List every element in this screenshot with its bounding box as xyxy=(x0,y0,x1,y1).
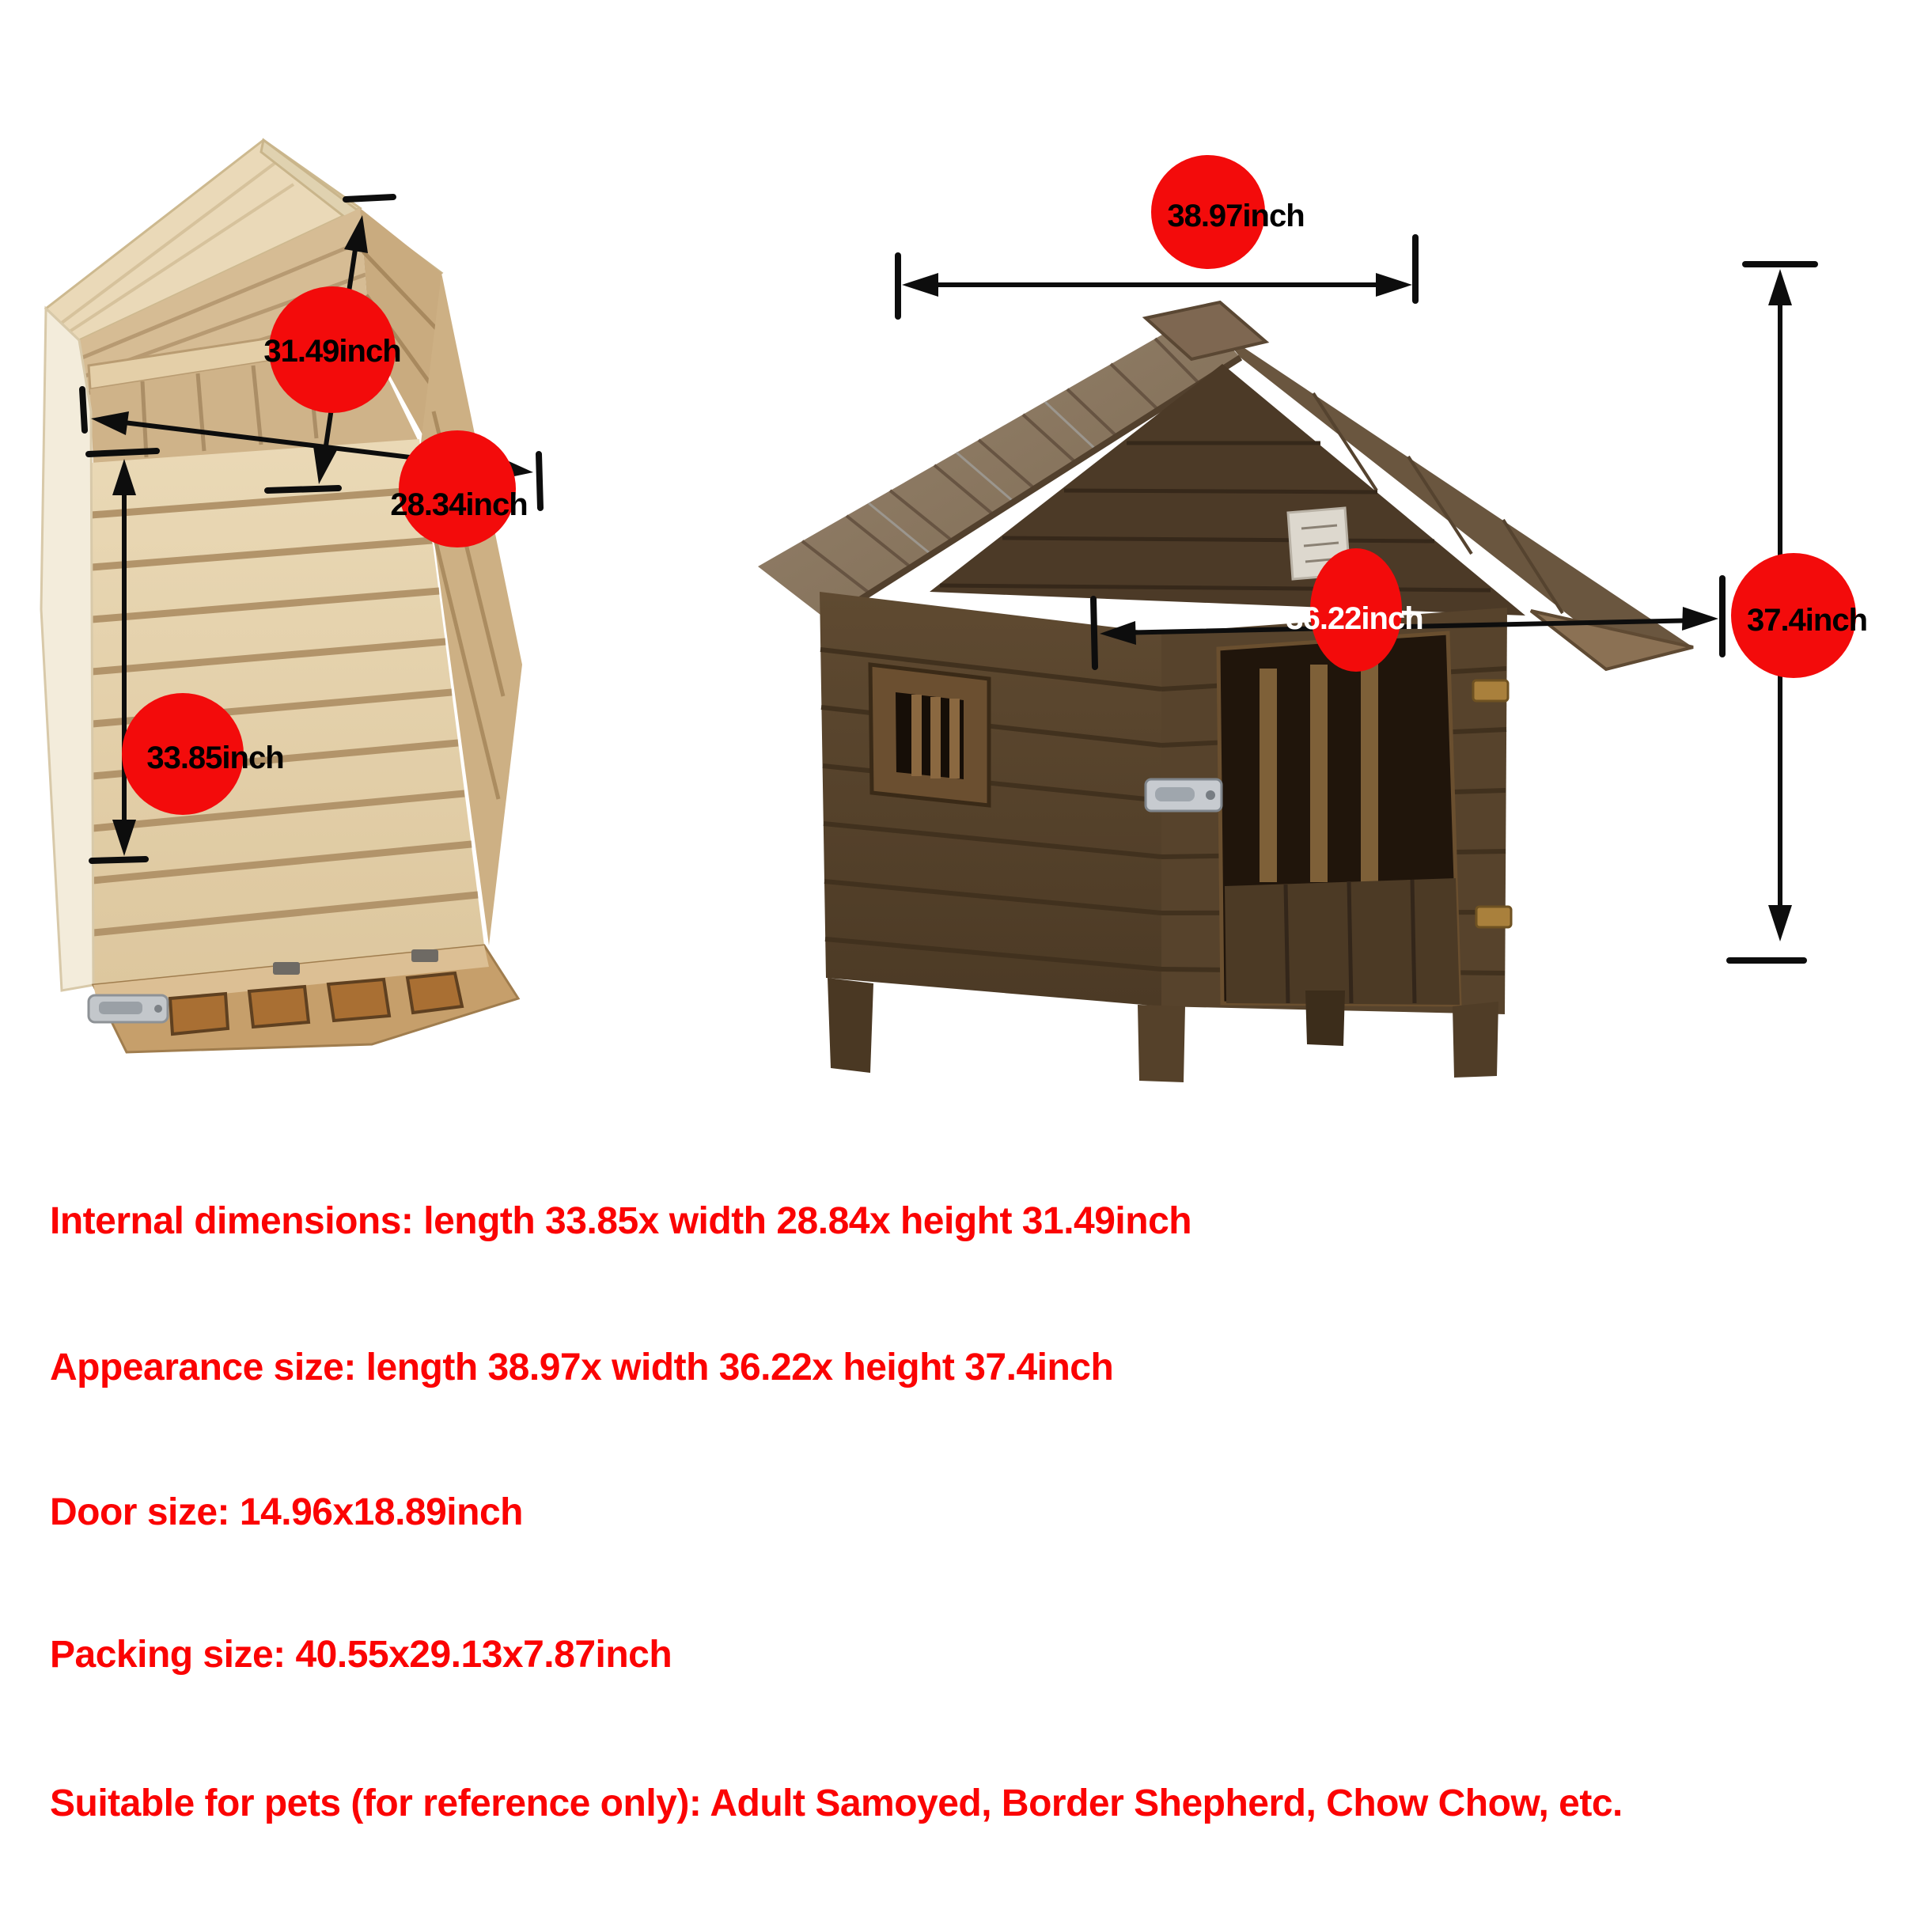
right-door xyxy=(1218,633,1460,1005)
tick xyxy=(1093,599,1095,667)
spec-line-suitable-pets: Suitable for pets (for reference only): Adult Samoyed, Border Shepherd, Chow Chow, etc. xyxy=(50,1782,1623,1824)
dimension-label-appearance-width: 36.22inch xyxy=(1286,601,1423,636)
arrowhead-down xyxy=(1768,905,1792,941)
right-side-window xyxy=(870,665,989,805)
dimension-label-internal-height: 31.49inch xyxy=(263,334,401,369)
arrowhead-left xyxy=(902,273,938,297)
arrowhead-right xyxy=(1682,607,1718,631)
left-latch xyxy=(89,995,168,1022)
tick xyxy=(92,859,146,861)
dimension-label-internal-length: 33.85inch xyxy=(146,741,284,775)
spec-line-internal-dimensions: Internal dimensions: length 33.85x width 28.84x height 31.49inch xyxy=(50,1200,1192,1242)
spec-line-appearance-size: Appearance size: length 38.97x width 36.22x height 37.4inch xyxy=(50,1347,1114,1388)
dimension-appearance-height xyxy=(1729,264,1867,960)
tick xyxy=(539,454,540,508)
dimension-label-appearance-height: 37.4inch xyxy=(1746,603,1868,638)
left-house-photo xyxy=(41,140,522,1052)
spec-line-door-size: Door size: 14.96x18.89inch xyxy=(50,1491,523,1533)
spec-line-packing-size: Packing size: 40.55x29.13x7.87inch xyxy=(50,1634,672,1676)
tick xyxy=(346,197,393,199)
tick xyxy=(89,451,157,454)
right-house-photo xyxy=(758,302,1693,1082)
dimension-appearance-length xyxy=(898,155,1415,316)
tick xyxy=(267,488,339,491)
right-door-latch xyxy=(1146,779,1222,811)
tick xyxy=(82,389,85,430)
arrowhead-right xyxy=(1376,273,1412,297)
dimension-label-appearance-length: 38.97inch xyxy=(1167,199,1305,233)
arrowhead-up xyxy=(1768,269,1792,305)
dimension-label-internal-width: 28.34inch xyxy=(390,487,528,522)
